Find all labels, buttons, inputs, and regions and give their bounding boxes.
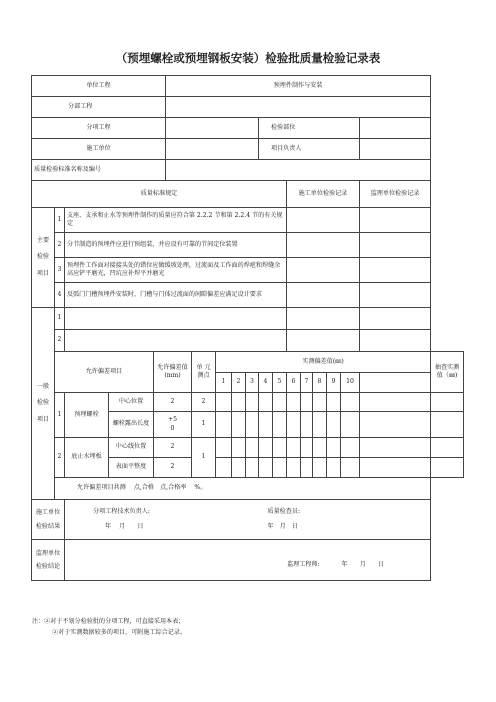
supervision-signature-block[interactable] xyxy=(65,540,431,581)
measure-col-extra xyxy=(360,373,431,393)
sample-cell[interactable] xyxy=(431,438,464,458)
general-item-supervision-cell[interactable] xyxy=(360,330,431,352)
tolerance-items-header: 允许偏差项目 xyxy=(55,352,154,393)
main-item-no: 3 xyxy=(55,258,65,283)
construction-unit-label: 施工单位 xyxy=(32,139,166,160)
main-item-no: 4 xyxy=(55,283,65,308)
measure-cell[interactable] xyxy=(341,412,360,438)
measured-deviation-header: 实测偏差值(㎜) xyxy=(216,352,431,373)
main-items-label: 主要 检验 项目 xyxy=(32,208,55,308)
measure-cell[interactable] xyxy=(360,438,431,458)
supervision-record-header: 监理单位检验记录 xyxy=(360,181,431,208)
item-name: 中心位置 xyxy=(109,393,154,412)
allowed-deviation-header: 允许偏差值(mm) xyxy=(154,352,192,393)
construction-signature-block[interactable] xyxy=(65,500,259,540)
measure-cell[interactable] xyxy=(301,438,313,458)
measure-col-number: 6 xyxy=(287,373,301,393)
tolerance-header-row xyxy=(32,352,464,373)
main-item-row xyxy=(32,258,464,283)
sub-project-value[interactable] xyxy=(166,97,431,118)
general-item-construction-cell[interactable] xyxy=(287,308,360,330)
sample-measured-header: 抽查实测值（㎜) xyxy=(431,352,464,393)
measure-cell[interactable] xyxy=(259,438,273,458)
measure-cell[interactable] xyxy=(327,458,341,478)
qc-signature-block[interactable] xyxy=(259,500,431,540)
measure-cell[interactable] xyxy=(216,412,232,438)
general-item-construction-cell[interactable] xyxy=(287,330,360,352)
main-item-construction-cell[interactable] xyxy=(287,258,360,283)
project-manager-value[interactable] xyxy=(360,139,431,160)
main-item-supervision-cell[interactable] xyxy=(360,208,431,233)
measure-cell[interactable] xyxy=(216,458,232,478)
item-project-row xyxy=(32,118,464,139)
construction-unit-row xyxy=(32,139,464,160)
main-item-text: 支座、支承和止水等预埋件制作的质量应符合第 2.2.2 节和第 2.2.4 节的有关规定 xyxy=(65,208,287,233)
measure-cell[interactable] xyxy=(216,393,232,412)
main-item-text: 分节制造的预埋件应进行预组装，并应设有可靠的节间定位装置 xyxy=(65,233,287,258)
measure-col-number: 7 xyxy=(301,373,313,393)
qc-label: 质量检查员: xyxy=(267,507,301,515)
measure-cell[interactable] xyxy=(313,393,327,412)
item-allowed: 2 xyxy=(154,438,192,458)
standard-value[interactable] xyxy=(166,160,431,181)
general-item-no: 1 xyxy=(55,308,65,330)
measure-cell[interactable] xyxy=(287,458,301,478)
measure-cell[interactable] xyxy=(232,458,246,478)
measure-cell[interactable] xyxy=(287,412,301,438)
measure-cell[interactable] xyxy=(246,458,259,478)
construction-date-1: 年 月 日 xyxy=(105,522,144,530)
main-item-row xyxy=(32,283,464,308)
footnotes xyxy=(32,617,186,638)
group-no: 2 xyxy=(55,438,65,478)
form-title: （预埋螺栓或预埋钢板安装）检验批质量检验记录表 xyxy=(115,51,381,65)
standard-label: 质量检验标准名称及编号 xyxy=(32,160,166,181)
item-allowed: +5 0 xyxy=(154,412,192,438)
construction-date-2: 年 月 日 xyxy=(267,522,298,530)
item-name: 中心线位置 xyxy=(109,438,154,458)
inspection-record-table xyxy=(31,75,464,581)
project-manager-label: 项目负责人 xyxy=(259,139,360,160)
measure-cell[interactable] xyxy=(259,393,273,412)
measure-cell[interactable] xyxy=(301,412,313,438)
measure-col-number: 10 xyxy=(341,373,360,393)
general-item-row xyxy=(32,308,464,330)
sub-project-label: 分部工程 xyxy=(32,97,166,118)
tolerance-row xyxy=(32,438,464,458)
supervision-label: 监理单位 检验结论 xyxy=(32,540,65,581)
main-item-construction-cell[interactable] xyxy=(287,283,360,308)
sample-cell[interactable] xyxy=(431,393,464,412)
construction-result-label: 施工单位 检验结果 xyxy=(32,500,65,540)
item-allowed: 2 xyxy=(154,393,192,412)
measure-cell[interactable] xyxy=(246,393,259,412)
measure-cell[interactable] xyxy=(301,458,313,478)
item-points: 2 xyxy=(192,393,216,412)
construction-unit-value[interactable] xyxy=(166,139,259,160)
measure-col-number: 1 xyxy=(216,373,232,393)
measure-cell[interactable] xyxy=(287,438,301,458)
construction-record-header: 施工单位检验记录 xyxy=(287,181,360,208)
general-items-label: 一般 检验 项目 xyxy=(32,308,55,500)
main-item-row xyxy=(32,233,464,258)
measure-cell[interactable] xyxy=(259,412,273,438)
measure-cell[interactable] xyxy=(246,412,259,438)
item-name: 表面平整度 xyxy=(109,458,154,478)
footnote-1: 注：②对于不划分检验批的分项工程，可直接采用本表； xyxy=(32,618,185,625)
unit-project-row xyxy=(32,76,464,97)
measure-cell[interactable] xyxy=(273,458,287,478)
item-allowed: 2 xyxy=(154,458,192,478)
measure-cell[interactable] xyxy=(341,438,360,458)
measure-cell[interactable] xyxy=(273,412,287,438)
measure-cell[interactable] xyxy=(327,412,341,438)
group-name: 底止水埋板 xyxy=(65,438,109,478)
main-item-text: 反弧门门槽预埋件安装时，门槽与门体过流面的间隙偏差应满足设计要求 xyxy=(65,283,287,308)
measure-cell[interactable] xyxy=(313,458,327,478)
item-project-label: 分项工程 xyxy=(32,118,166,139)
standard-row xyxy=(32,160,464,181)
general-item-supervision-cell[interactable] xyxy=(360,308,431,330)
footnote-2: ②对于实测数据较多的项目，可附施工综合记录。 xyxy=(52,628,187,636)
main-item-supervision-cell[interactable] xyxy=(360,283,431,308)
sub-project-row xyxy=(32,97,464,118)
standard-column-header: 质量标准规定 xyxy=(32,181,287,208)
measure-cell[interactable] xyxy=(341,458,360,478)
measure-cell[interactable] xyxy=(327,393,341,412)
measure-col-number: 8 xyxy=(313,373,327,393)
measure-cell[interactable] xyxy=(313,438,327,458)
main-item-row xyxy=(32,208,464,233)
measure-cell[interactable] xyxy=(232,438,246,458)
inspection-part-label: 检验部位 xyxy=(259,118,360,139)
measure-cell[interactable] xyxy=(301,393,313,412)
measure-col-number: 4 xyxy=(259,373,273,393)
measure-cell[interactable] xyxy=(232,412,246,438)
general-item-no: 2 xyxy=(55,330,65,352)
item-project-value[interactable] xyxy=(166,118,259,139)
measure-cell[interactable] xyxy=(287,393,301,412)
measure-col-number: 2 xyxy=(232,373,246,393)
tolerance-summary-row xyxy=(32,478,464,500)
tolerance-row xyxy=(32,393,464,412)
measure-cell[interactable] xyxy=(259,458,273,478)
general-item-text[interactable] xyxy=(65,308,287,330)
sample-cell[interactable] xyxy=(431,412,464,438)
general-item-text[interactable] xyxy=(65,330,287,352)
group-no: 1 xyxy=(55,393,65,438)
measure-cell[interactable] xyxy=(360,412,431,438)
measure-cell[interactable] xyxy=(216,438,232,458)
construction-result-row xyxy=(32,500,464,540)
measure-cell[interactable] xyxy=(341,393,360,412)
inspection-part-value[interactable] xyxy=(360,118,431,139)
tolerance-summary[interactable]: 允许偏差项目共测 点,合格 点,合格率 %。 xyxy=(55,478,431,500)
measure-cell[interactable] xyxy=(273,438,287,458)
general-item-row xyxy=(32,330,464,352)
measure-cell[interactable] xyxy=(232,393,246,412)
tech-lead-label: 分项工程技术负责人: xyxy=(93,507,150,515)
measure-cell[interactable] xyxy=(313,412,327,438)
unit-project-value[interactable]: 预埋件制作与安装 xyxy=(166,76,431,97)
group-name: 预埋螺栓 xyxy=(65,393,109,438)
item-points: 1 xyxy=(192,438,216,478)
main-item-supervision-cell[interactable] xyxy=(360,258,431,283)
sample-cell[interactable] xyxy=(431,458,464,478)
measure-cell[interactable] xyxy=(360,393,431,412)
supervision-row xyxy=(32,540,464,581)
item-points: 1 xyxy=(192,412,216,438)
measure-cell[interactable] xyxy=(246,438,259,458)
unit-project-label: 单位工程 xyxy=(32,76,166,97)
measure-cell[interactable] xyxy=(360,458,431,478)
measure-col-number: 3 xyxy=(246,373,259,393)
measure-col-number: 5 xyxy=(273,373,287,393)
measure-cell[interactable] xyxy=(273,393,287,412)
measure-col-number: 9 xyxy=(327,373,341,393)
main-item-construction-cell[interactable] xyxy=(287,233,360,258)
main-item-text: 预埋件工作面对接接头处的错位应做缓坡处理，过流面及工作面的焊疤和焊缝余高应铲平磨光，凹坑应补焊平并磨光 xyxy=(65,258,287,283)
measure-cell[interactable] xyxy=(327,438,341,458)
main-item-construction-cell[interactable] xyxy=(287,208,360,233)
unit-points-header: 单 元测点 xyxy=(192,352,216,393)
supervision-date: 年 月 日 xyxy=(341,560,385,568)
main-item-no: 1 xyxy=(55,208,65,233)
item-name: 螺栓露出长度 xyxy=(109,412,154,438)
main-item-no: 2 xyxy=(55,233,65,258)
main-item-supervision-cell[interactable] xyxy=(360,233,431,258)
column-header-row xyxy=(32,181,464,208)
supervision-engineer-label: 监理工程师: xyxy=(287,560,320,568)
